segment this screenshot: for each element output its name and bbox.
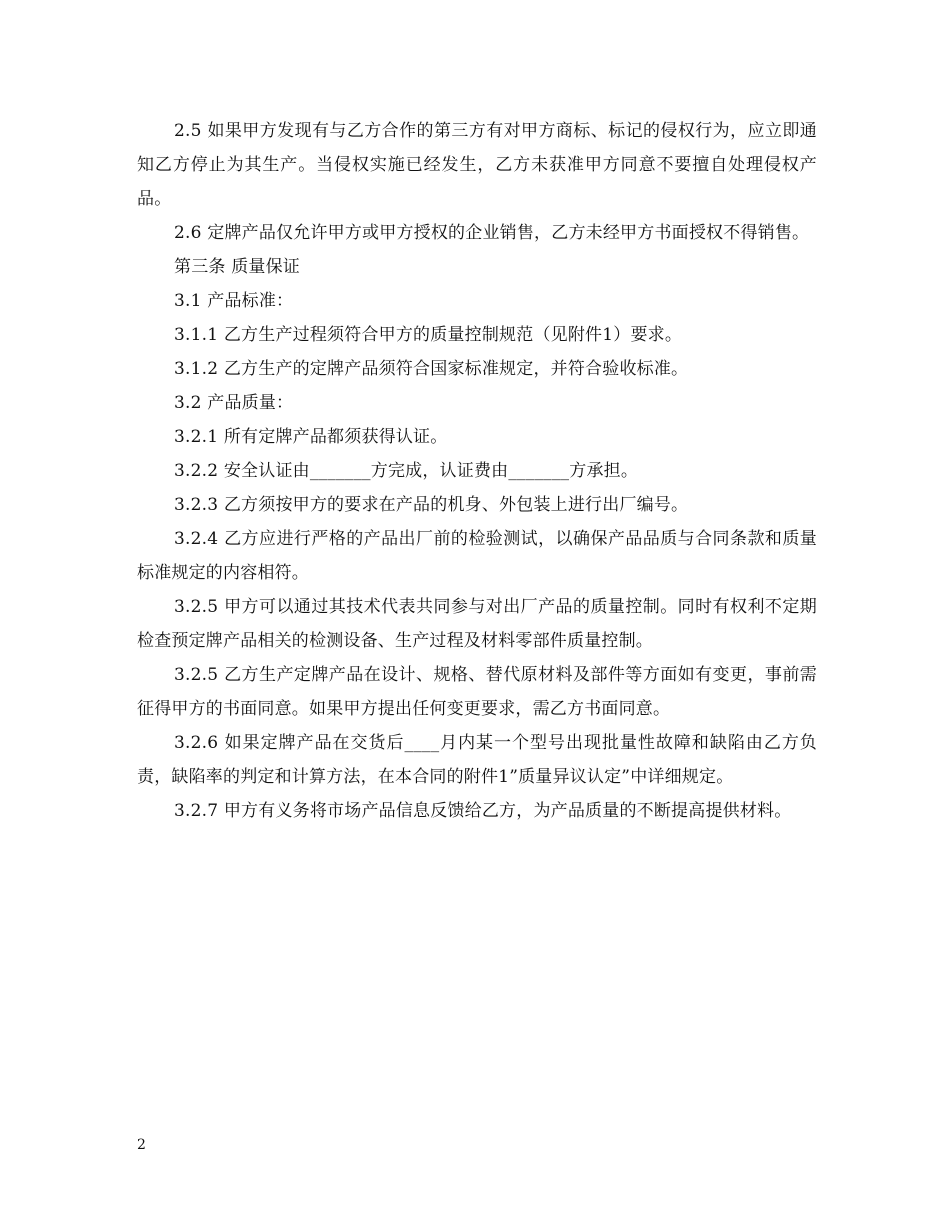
clause-3-2-3: 3.2.3 乙方须按甲方的要求在产品的机身、外包装上进行出厂编号。 xyxy=(174,495,689,515)
clause-3-1: 3.1 产品标准： xyxy=(174,291,294,311)
clause-3-2-7: 3.2.7 甲方有义务将市场产品信息反馈给乙方，为产品质量的不断提高提供材料。 xyxy=(174,801,792,821)
clause-3-2-2: 3.2.2 安全认证由_______方完成，认证费由_______方承担。 xyxy=(174,461,639,481)
document-body xyxy=(137,114,817,828)
clause-3-2: 3.2 产品质量： xyxy=(174,393,294,413)
clause-3-2-4: 3.2.4 乙方应进行严格的产品出厂前的检验测试，以确保产品品质与合同条款和质量标准规定的内容相符。 xyxy=(137,529,817,583)
clause-3-1-2: 3.1.2 乙方生产的定牌产品须符合国家标准规定，并符合验收标准。 xyxy=(174,359,689,379)
clause-3-2-5-b: 3.2.5 乙方生产定牌产品在设计、规格、替代原材料及部件等方面如有变更，事前需征得甲方的书面同意。如果甲方提出任何变更要求，需乙方书面同意。 xyxy=(137,665,817,719)
clause-3-2-6: 3.2.6 如果定牌产品在交货后____月内某一个型号出现批量性故障和缺陷由乙方负责，缺陷率的判定和计算方法，在本合同的附件1”质量异议认定”中详细规定。 xyxy=(137,733,817,787)
page-number: 2 xyxy=(137,1137,146,1153)
clause-3-1-1: 3.1.1 乙方生产过程须符合甲方的质量控制规范（见附件1）要求。 xyxy=(174,325,683,345)
article-3-heading: 第三条 质量保证 xyxy=(174,257,301,277)
clause-3-2-5-a: 3.2.5 甲方可以通过其技术代表共同参与对出厂产品的质量控制。同时有权利不定期检查预定牌产品相关的检测设备、生产过程及材料零部件质量控制。 xyxy=(137,597,817,651)
clause-3-2-1: 3.2.1 所有定牌产品都须获得认证。 xyxy=(174,427,448,447)
clause-2-5: 2.5 如果甲方发现有与乙方合作的第三方有对甲方商标、标记的侵权行为，应立即通知乙方停止为其生产。当侵权实施已经发生，乙方未获准甲方同意不要擅自处理侵权产品。 xyxy=(137,121,817,209)
clause-2-6: 2.6 定牌产品仅允许甲方或甲方授权的企业销售，乙方未经甲方书面授权不得销售。 xyxy=(174,223,810,243)
